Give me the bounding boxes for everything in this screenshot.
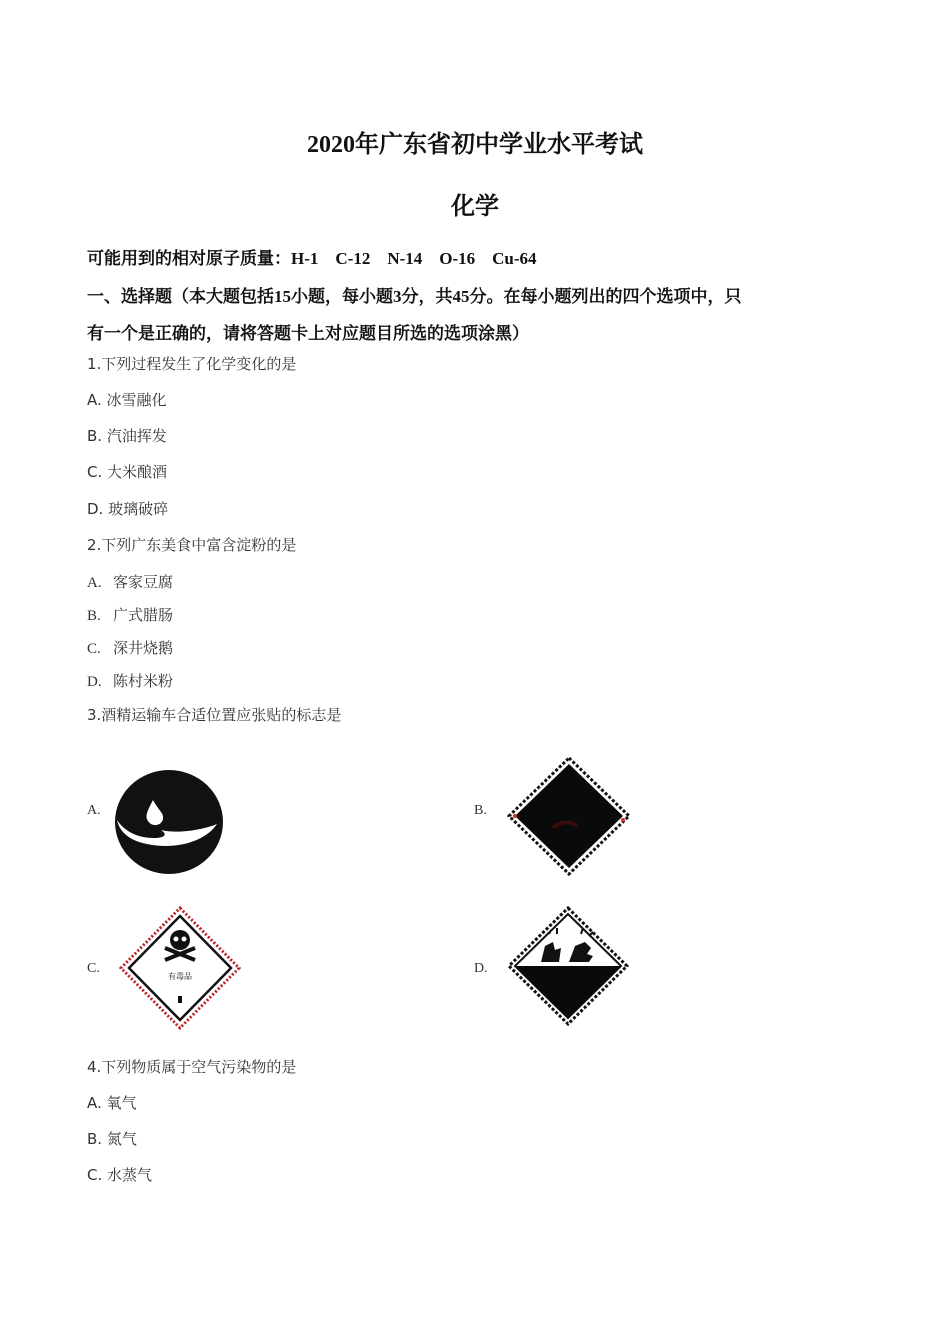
question-3-option-c-label[interactable]: C. bbox=[87, 961, 100, 976]
corrosive-hazard-icon[interactable] bbox=[505, 906, 631, 1026]
section-instructions-line1: 一、选择题（本大题包括15小题，每小题3分，共45分。在每小题列出的四个选项中，只 bbox=[87, 287, 742, 306]
option-letter: D. bbox=[87, 674, 102, 690]
question-2-option-b[interactable] bbox=[87, 604, 173, 625]
question-2-option-a[interactable] bbox=[87, 571, 173, 592]
atomic-masses: 可能用到的相对原子质量：H-1 C-12 N-14 O-16 Cu-64 bbox=[87, 249, 537, 268]
question-1-option-b[interactable]: B. 汽油挥发 bbox=[87, 427, 167, 445]
question-2-stem: 2.下列广东美食中富含淀粉的是 bbox=[87, 536, 297, 554]
question-3-stem: 3.酒精运输车合适位置应张贴的标志是 bbox=[87, 706, 342, 724]
question-3-option-d-label[interactable]: D. bbox=[474, 961, 488, 976]
exam-title: 2020年广东省初中学业水平考试 bbox=[307, 132, 643, 158]
question-4-option-b[interactable]: B. 氮气 bbox=[87, 1130, 137, 1148]
question-1-option-d[interactable]: D. 玻璃破碎 bbox=[87, 500, 169, 518]
exam-subject: 化学 bbox=[451, 194, 499, 220]
toxic-sign-text: 有毒品 bbox=[168, 972, 192, 981]
question-3-option-b-label[interactable]: B. bbox=[474, 803, 487, 818]
question-3-option-a-label[interactable]: A. bbox=[87, 803, 101, 818]
option-letter: C. bbox=[87, 641, 101, 657]
option-text: 客家豆腐 bbox=[113, 573, 174, 591]
black-diamond-hazard-icon[interactable] bbox=[505, 756, 633, 876]
section-instructions-line2: 有一个是正确的，请将答题卡上对应题目所选的选项涂黑） bbox=[87, 324, 529, 343]
question-2-option-c[interactable] bbox=[87, 637, 173, 658]
question-4-option-a[interactable]: A. 氧气 bbox=[87, 1094, 137, 1112]
option-text: 广式腊肠 bbox=[113, 606, 174, 624]
water-drop-sign-icon[interactable] bbox=[113, 768, 225, 876]
option-text: 深井烧鹅 bbox=[113, 639, 174, 657]
question-2-option-d[interactable] bbox=[87, 670, 173, 691]
option-letter: B. bbox=[87, 608, 101, 624]
question-1-stem: 1.下列过程发生了化学变化的是 bbox=[87, 355, 297, 373]
question-4-option-c[interactable]: C. 水蒸气 bbox=[87, 1166, 153, 1184]
question-1-option-a[interactable]: A. 冰雪融化 bbox=[87, 391, 167, 409]
option-letter: A. bbox=[87, 575, 102, 591]
toxic-skull-hazard-icon[interactable] bbox=[117, 906, 243, 1030]
question-1-option-c[interactable]: C. 大米酿酒 bbox=[87, 463, 168, 481]
question-4-stem: 4.下列物质属于空气污染物的是 bbox=[87, 1058, 297, 1076]
option-text: 陈村米粉 bbox=[113, 672, 174, 690]
